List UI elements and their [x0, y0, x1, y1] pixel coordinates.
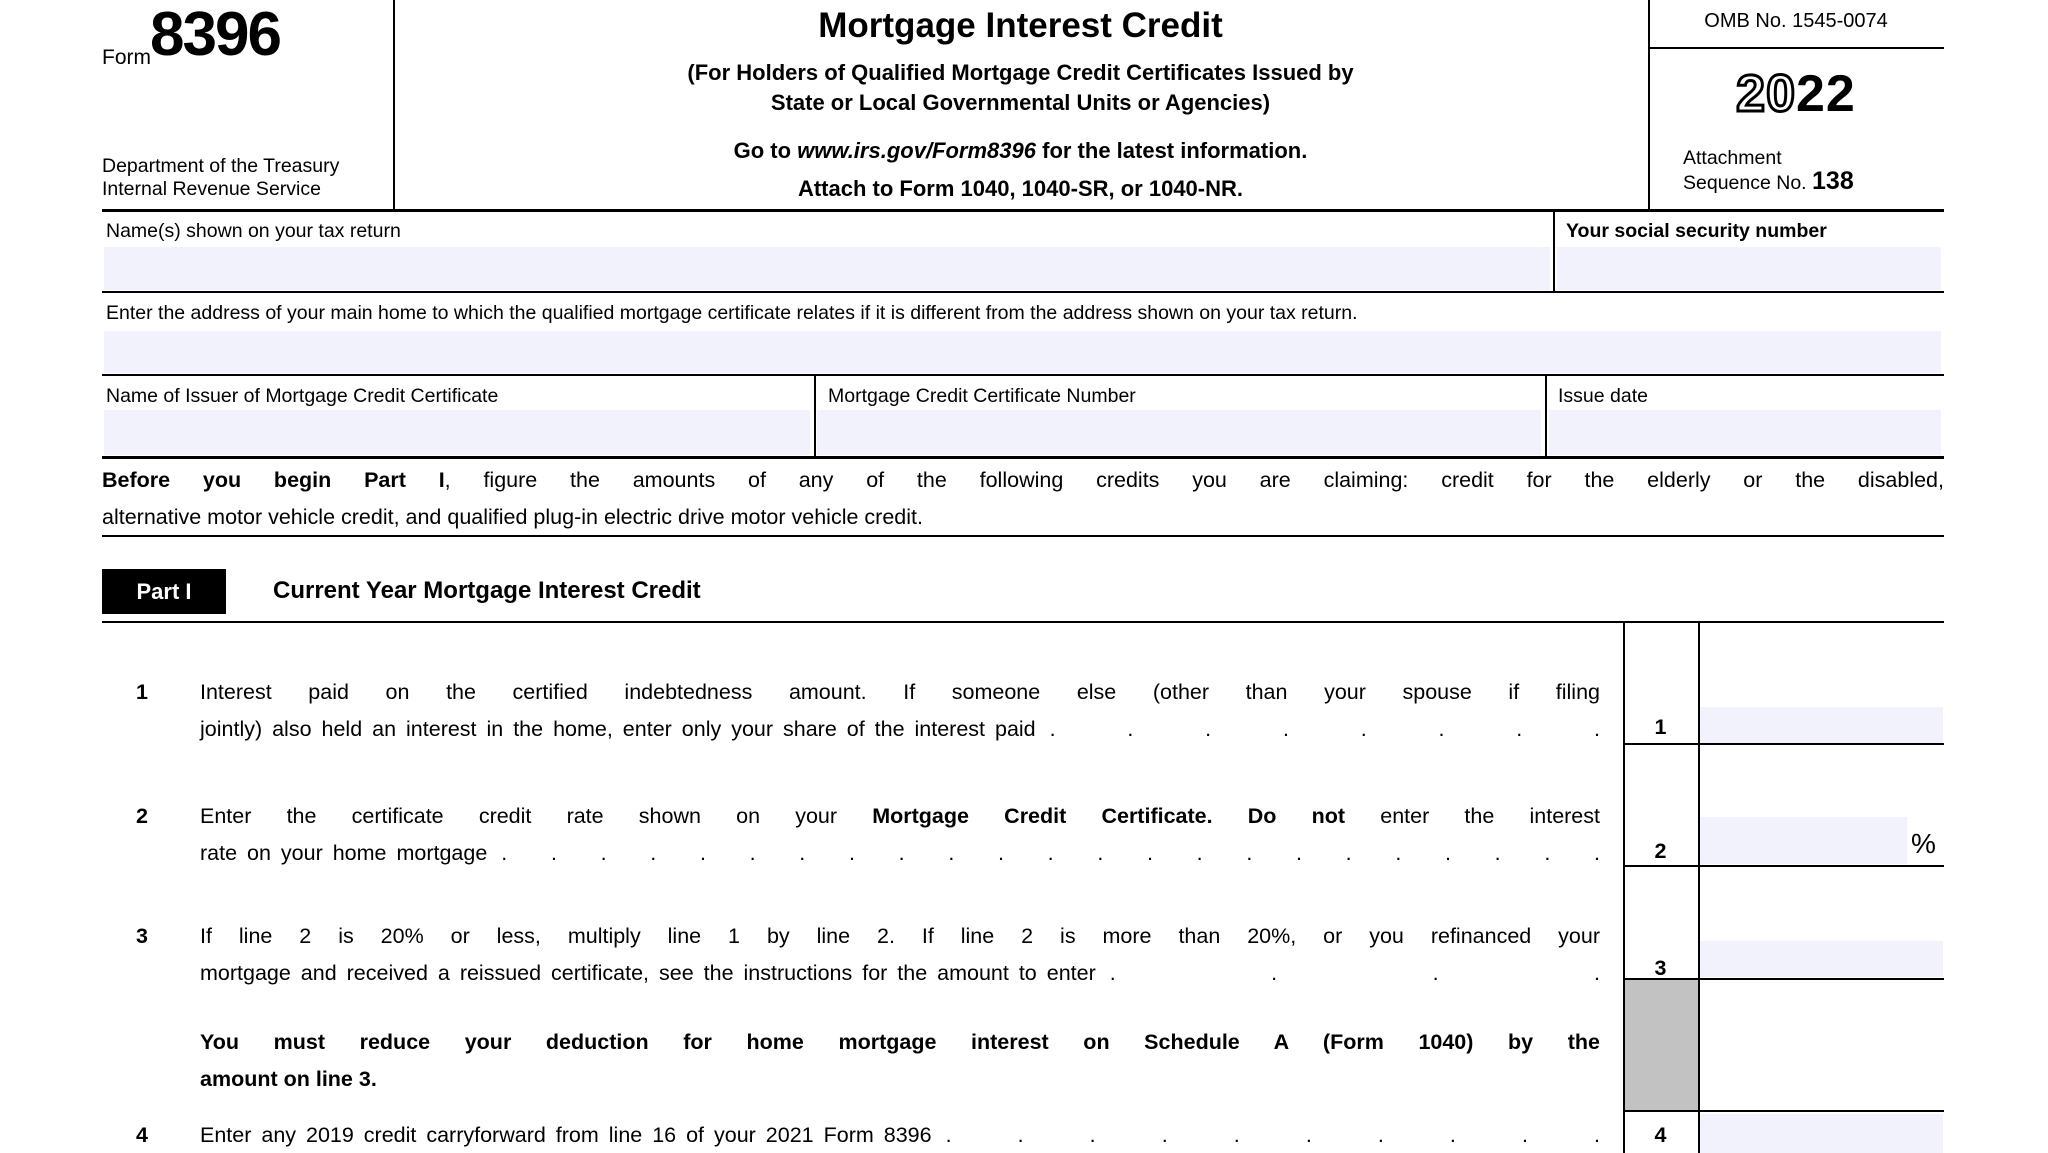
line3-note-row2: amount on line 3.: [200, 1067, 377, 1091]
line3-note-row1: You must reduce your deduction for home mortgage interest on Schedule A (Form 1040) by the: [200, 1030, 1600, 1054]
form-title: Mortgage Interest Credit: [818, 6, 1223, 45]
line3-box-number: 3: [1654, 956, 1667, 980]
goto-post: for the latest information.: [1036, 138, 1308, 163]
issuer-input[interactable]: [104, 410, 810, 455]
dot-leader: . . . . . . . . . . . . . . . . . . . . . . .: [501, 841, 1600, 865]
line3-amount-input[interactable]: [1700, 941, 1943, 977]
line3-number: 3: [136, 924, 148, 948]
part1-badge: Part I: [102, 569, 226, 614]
goto-line: [393, 138, 1648, 164]
name-input[interactable]: [104, 247, 1550, 290]
line1-text-row2: jointly) also held an interest in the home, enter only your share of the interest paid . . . . . . . .: [200, 717, 1600, 741]
before-note-bold: Before you begin Part I: [102, 468, 445, 492]
agency-line2: Internal Revenue Service: [102, 178, 321, 200]
part1-heading: Current Year Mortgage Interest Credit: [273, 577, 701, 604]
line1-text-row1: Interest paid on the certified indebtedness amount. If someone else (other than your spouse if filing: [200, 680, 1600, 704]
issue-date-label: Issue date: [1558, 385, 1648, 407]
tax-year-outline: 20: [1736, 65, 1796, 123]
row2-border: [1623, 865, 1944, 867]
form-subtitle-line2: State or Local Governmental Units or Agencies): [770, 90, 1271, 115]
tax-year-solid: 22: [1796, 65, 1856, 123]
line2-number: 2: [136, 804, 148, 828]
table-top-border: [102, 621, 1944, 623]
address-input[interactable]: [104, 331, 1941, 373]
line3-text-row1: If line 2 is 20% or less, multiply line 1 by line 2. If line 2 is more than 20%, or you refinanced your: [200, 924, 1600, 948]
omb-divider: [1648, 47, 1944, 49]
shaded-no-entry-cell: [1625, 980, 1698, 1110]
line3-text-row2: mortgage and received a reissued certificate, see the instructions for the amount to enter . . . .: [200, 961, 1600, 985]
ssn-divider: [1553, 212, 1555, 291]
issuer-divider-1: [814, 376, 816, 456]
issuer-row-border: [102, 456, 1944, 459]
form-label: Form: [102, 46, 151, 69]
line1-number: 1: [136, 680, 148, 704]
header-bottom-border: [102, 209, 1944, 212]
agency-line1: Department of the Treasury: [102, 155, 340, 177]
tax-year: [1648, 66, 1944, 122]
name-label: Name(s) shown on your tax return: [106, 220, 401, 242]
dot-leader: . . . . . . . .: [1049, 717, 1600, 741]
entry-column-right-border: [1698, 621, 1700, 1153]
omb-number: OMB No. 1545-0074: [1704, 10, 1888, 32]
ssn-label: Your social security number: [1566, 220, 1827, 242]
address-label: Enter the address of your main home to which the qualified mortgage certificate relates if it is different from the address shown on your tax return.: [106, 302, 1358, 324]
line4-box-number: 4: [1654, 1123, 1667, 1147]
issuer-divider-2: [1545, 376, 1547, 456]
attachment-label-line2: Sequence No. 138: [1683, 167, 1854, 195]
mcc-number-label: Mortgage Credit Certificate Number: [828, 385, 1136, 407]
line1-box-number: 1: [1654, 715, 1667, 739]
goto-url: www.irs.gov/Form8396: [797, 138, 1036, 163]
address-row-border: [102, 374, 1944, 376]
line4-number: 4: [136, 1123, 148, 1147]
issue-date-input[interactable]: [1549, 410, 1941, 455]
line2-text-row2: rate on your home mortgage . . . . . . . . . . . . . . . . . . . . . . .: [200, 841, 1600, 865]
row4-top-border: [1623, 1110, 1944, 1112]
line2-rate-input[interactable]: [1700, 817, 1907, 864]
line1-amount-input[interactable]: [1700, 707, 1943, 743]
dot-leader: . . . .: [1109, 961, 1600, 985]
line4-text-row1: Enter any 2019 credit carryforward from line 16 of your 2021 Form 8396 . . . . . . . . . .: [200, 1123, 1600, 1147]
goto-pre: Go to: [733, 138, 798, 163]
line4-amount-input[interactable]: [1700, 1114, 1943, 1153]
form-number: 8396: [150, 0, 280, 69]
attachment-label-line1: Attachment: [1683, 147, 1782, 169]
attachment-sequence-number: 138: [1812, 167, 1854, 195]
attach-line: Attach to Form 1040, 1040-SR, or 1040-NR.: [797, 176, 1244, 201]
percent-sign: %: [1911, 828, 1936, 859]
mcc-number-input[interactable]: [817, 410, 1541, 455]
before-note-line2: alternative motor vehicle credit, and qualified plug-in electric drive motor vehicle credit.: [102, 505, 923, 529]
ssn-input[interactable]: [1557, 247, 1941, 290]
form-subtitle-line1: (For Holders of Qualified Mortgage Credit Certificates Issued by: [687, 60, 1354, 85]
line2-text-row1: Enter the certificate credit rate shown on your Mortgage Credit Certificate. Do not enter the interest: [200, 804, 1600, 828]
before-note-line1: Before you begin Part I, figure the amounts of any of the following credits you are claiming: credit for the elderly or the disabled,: [102, 468, 1944, 492]
before-note-border: [102, 535, 1944, 537]
dot-leader: . . . . . . . . . .: [945, 1123, 1600, 1147]
row1-border: [1623, 743, 1944, 745]
line2-box-number: 2: [1654, 839, 1667, 863]
name-row-border: [102, 291, 1944, 293]
issuer-label: Name of Issuer of Mortgage Credit Certificate: [106, 385, 499, 407]
